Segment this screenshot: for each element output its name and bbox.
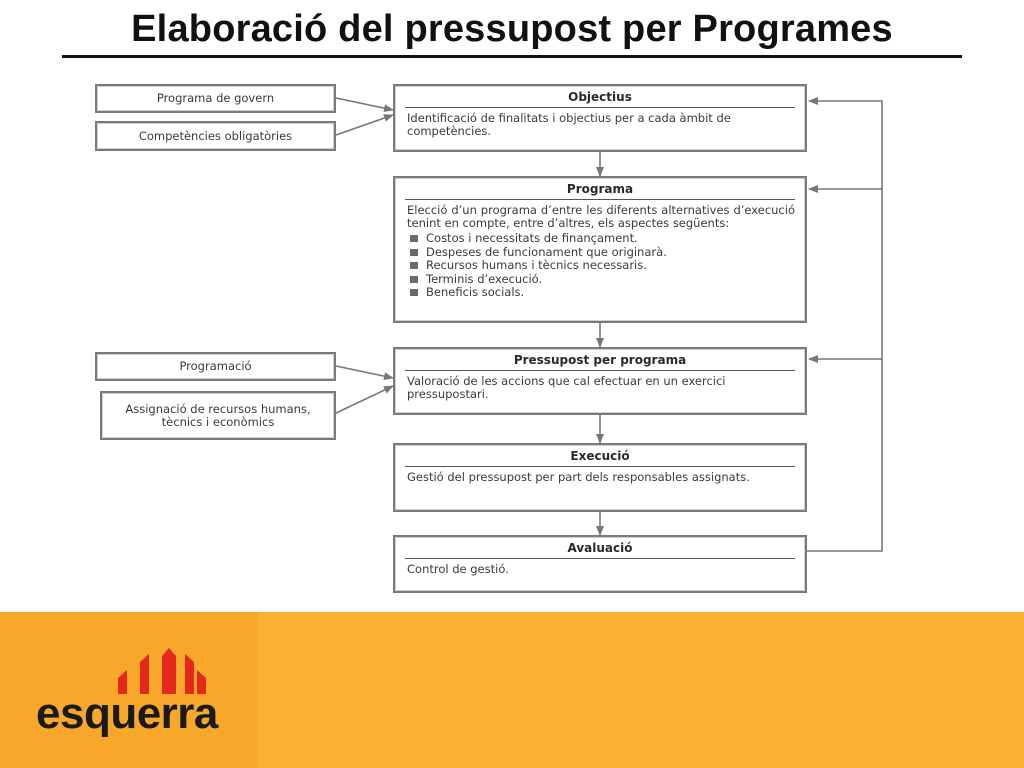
box-programa-heading: Programa [566, 182, 634, 196]
list-item: Recursos humans i tècnics necessaris. [407, 259, 795, 273]
input-programa-govern-label: Programa de govern [156, 91, 275, 105]
box-programa-text: Elecció d’un programa d’entre les diferents alternatives d’execució tenint en compte, entre d’altres, els aspectes següents: [407, 203, 795, 230]
list-item: Costos i necessitats de finançament. [407, 232, 795, 246]
box-execucio [393, 443, 807, 512]
box-execucio-heading: Execució [570, 449, 630, 463]
box-pressupost-text: Valoració de les accions que cal efectuar en un exercici pressupostari. [407, 374, 726, 401]
box-programa [393, 176, 807, 323]
box-objectius-heading: Objectius [568, 90, 632, 104]
box-execucio-text: Gestió del pressupost per part dels responsables assignats. [407, 470, 750, 484]
box-avaluacio-heading: Avaluació [567, 541, 633, 555]
input-assignacio [100, 391, 336, 440]
input-programacio-label: Programació [179, 359, 252, 373]
box-objectius-text: Identificació de finalitats i objectius per a cada àmbit de competències. [407, 111, 731, 138]
arrow-programacio [336, 366, 393, 378]
feedback-loop-line [807, 101, 882, 551]
page-title: Elaboració del pressupost per Programes [131, 8, 893, 50]
box-programa-list [407, 232, 795, 300]
arrow-competencies [336, 115, 393, 135]
list-item: Despeses de funcionament que originarà. [407, 246, 795, 260]
box-avaluacio [393, 535, 807, 593]
arrow-assignacio [336, 386, 393, 413]
box-pressupost [393, 347, 807, 415]
input-assignacio-label: Assignació de recursos humans, tècnics i econòmics [125, 401, 311, 429]
list-item: Beneficis socials. [407, 286, 795, 300]
input-competencies [95, 121, 336, 151]
box-objectius [393, 84, 807, 152]
list-item: Terminis d’execució. [407, 273, 795, 287]
logo-wordmark: esquerra [36, 689, 218, 738]
input-programacio [95, 352, 336, 381]
box-pressupost-heading: Pressupost per programa [513, 353, 687, 367]
arrow-programa-govern [336, 98, 393, 110]
box-avaluacio-text: Control de gestió. [407, 562, 509, 576]
input-competencies-label: Competències obligatòries [138, 128, 293, 143]
logo-mark-icon [114, 648, 210, 694]
input-programa-govern [95, 84, 336, 113]
